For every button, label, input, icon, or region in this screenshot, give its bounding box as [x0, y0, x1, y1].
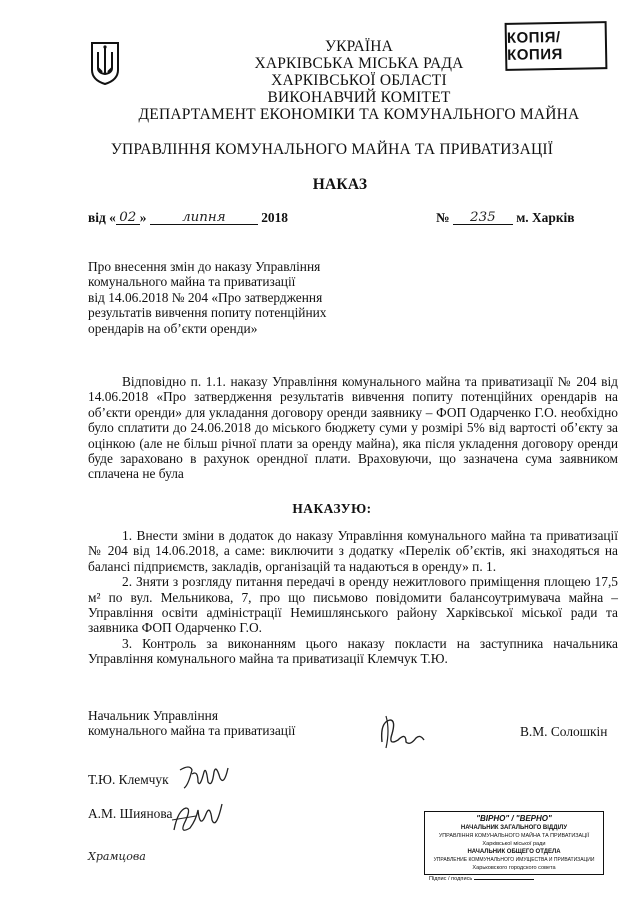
approval-name: А.М. Шиянова	[88, 806, 173, 821]
subject-line: Про внесення змін до наказу Управління	[88, 259, 321, 274]
position-line-1: Начальник Управління	[88, 708, 218, 723]
stamp-line: Харківської міської ради	[482, 841, 546, 847]
date-line	[88, 210, 608, 225]
order-items	[88, 528, 618, 667]
order-number: 235	[453, 210, 513, 225]
order-word: НАКАЗУЮ:	[292, 501, 372, 516]
stamp-sign-row	[429, 873, 599, 883]
executor-name: Храмцова	[88, 850, 146, 863]
signatory-name: В.М. Солошкін	[520, 724, 608, 739]
stamp-line: НАЧАЛЬНИК ОБЩЕГО ОТДЕЛА	[467, 849, 561, 855]
stamp-title: "ВІРНО" / "ВЕРНО"	[476, 814, 552, 823]
stamp-line: УПРАВЛІННЯ КОМУНАЛЬНОГО МАЙНА ТА ПРИВАТИЗАЦІЇ	[438, 833, 590, 839]
copy-stamp	[505, 21, 608, 71]
position-line-2: комунального майна та приватизації	[88, 723, 296, 739]
document-title: НАКАЗ	[312, 176, 368, 193]
approval-signature	[178, 760, 234, 792]
date-mid: »	[139, 210, 147, 225]
date-from-label: від «	[88, 210, 116, 225]
order-item-1: 1. Внести зміни в додаток до наказу Управління комунального майна та приватизації № 204 від 14.06.2018, а саме: виключити з додатку «Перелік об’єктів, які знаходяться на балансі підприємств, закладів, організацій та надаються в оренду» п. 1.	[88, 528, 618, 574]
office-name: УПРАВЛІННЯ КОМУНАЛЬНОГО МАЙНА ТА ПРИВАТИЗАЦІЇ	[110, 141, 554, 158]
preamble-paragraph: Відповідно п. 1.1. наказу Управління комунального майна та приватизації № 204 від 14.06.2018 «Про затвердження результатів вивчення попиту потенційних орендарів на об’єкти оренди» для укладання договору оренди заявнику – ФОП Одарченко Г.О. необхідно було сплатити до 24.06.2018 до міського бюджету суми у розмірі 5% від вартості об’єкту за оцінкою (але не більш річної плати за оренду майна), яка після укладення договору оренди буде зараховано в рахунок орендної плати. Враховуючи, що зазначена сума заявником сплачена не була	[88, 374, 618, 482]
approval-name: Т.Ю. Клемчук	[88, 772, 169, 787]
stamp-sign-label: Підпис / подпись	[429, 876, 473, 882]
date-day: 02	[116, 210, 140, 225]
subject-line: комунального майна та приватизації	[88, 274, 296, 290]
subject-line: результатів вивчення попиту потенційних	[88, 305, 327, 321]
country-name: УКРАЇНА	[324, 38, 394, 55]
approval-signature	[170, 790, 226, 840]
stamp-sign-line	[474, 873, 534, 880]
order-number-group	[436, 210, 574, 225]
signatory-position	[88, 708, 348, 739]
date-month: липня	[150, 210, 258, 225]
department-name: ДЕПАРТАМЕНТ ЕКОНОМІКИ ТА КОМУНАЛЬНОГО МАЙНА	[138, 106, 580, 123]
copy-stamp-text: КОПІЯ/КОПИЯ	[506, 28, 563, 64]
subject-line: від 14.06.2018 № 204 «Про затвердження	[88, 289, 323, 305]
stamp-line: НАЧАЛЬНИК ЗАГАЛЬНОГО ВІДДІЛУ	[460, 825, 568, 831]
council-name: ХАРКІВСЬКА МІСЬКА РАДА	[254, 55, 464, 72]
committee-name: ВИКОНАВЧИЙ КОМІТЕТ	[267, 89, 451, 106]
stamp-line: Харьковского городского совета	[472, 865, 556, 871]
director-signature	[376, 712, 428, 752]
stamp-line: УПРАВЛЕНИЕ КОММУНАЛЬНОГО ИМУЩЕСТВА И ПРИВАТИЗАЦИИ	[433, 857, 595, 863]
order-item-2: 2. Зняти з розгляду питання передачі в оренду нежитлового приміщення площею 17,5 м² по вул. Мельникова, 7, про що письмово повідомити балансоутримувача майна – Управління освіти адміністрації Немишлянського району Харківської міської ради та заявника ФОП Одарченко Г.О.	[88, 574, 618, 636]
number-sign: №	[436, 210, 450, 225]
order-item-3: 3. Контроль за виконанням цього наказу покласти на заступника начальника Управління комунального майна та приватизації Клемчук Т.Ю.	[88, 635, 618, 667]
verification-stamp	[424, 811, 604, 882]
region-name: ХАРКІВСЬКОЇ ОБЛАСТІ	[271, 72, 447, 89]
date-year: 2018	[261, 210, 288, 225]
city-name: м. Харків	[516, 210, 575, 225]
subject-line: орендарів на об’єкти оренди»	[88, 320, 258, 336]
subject-block	[88, 259, 388, 336]
